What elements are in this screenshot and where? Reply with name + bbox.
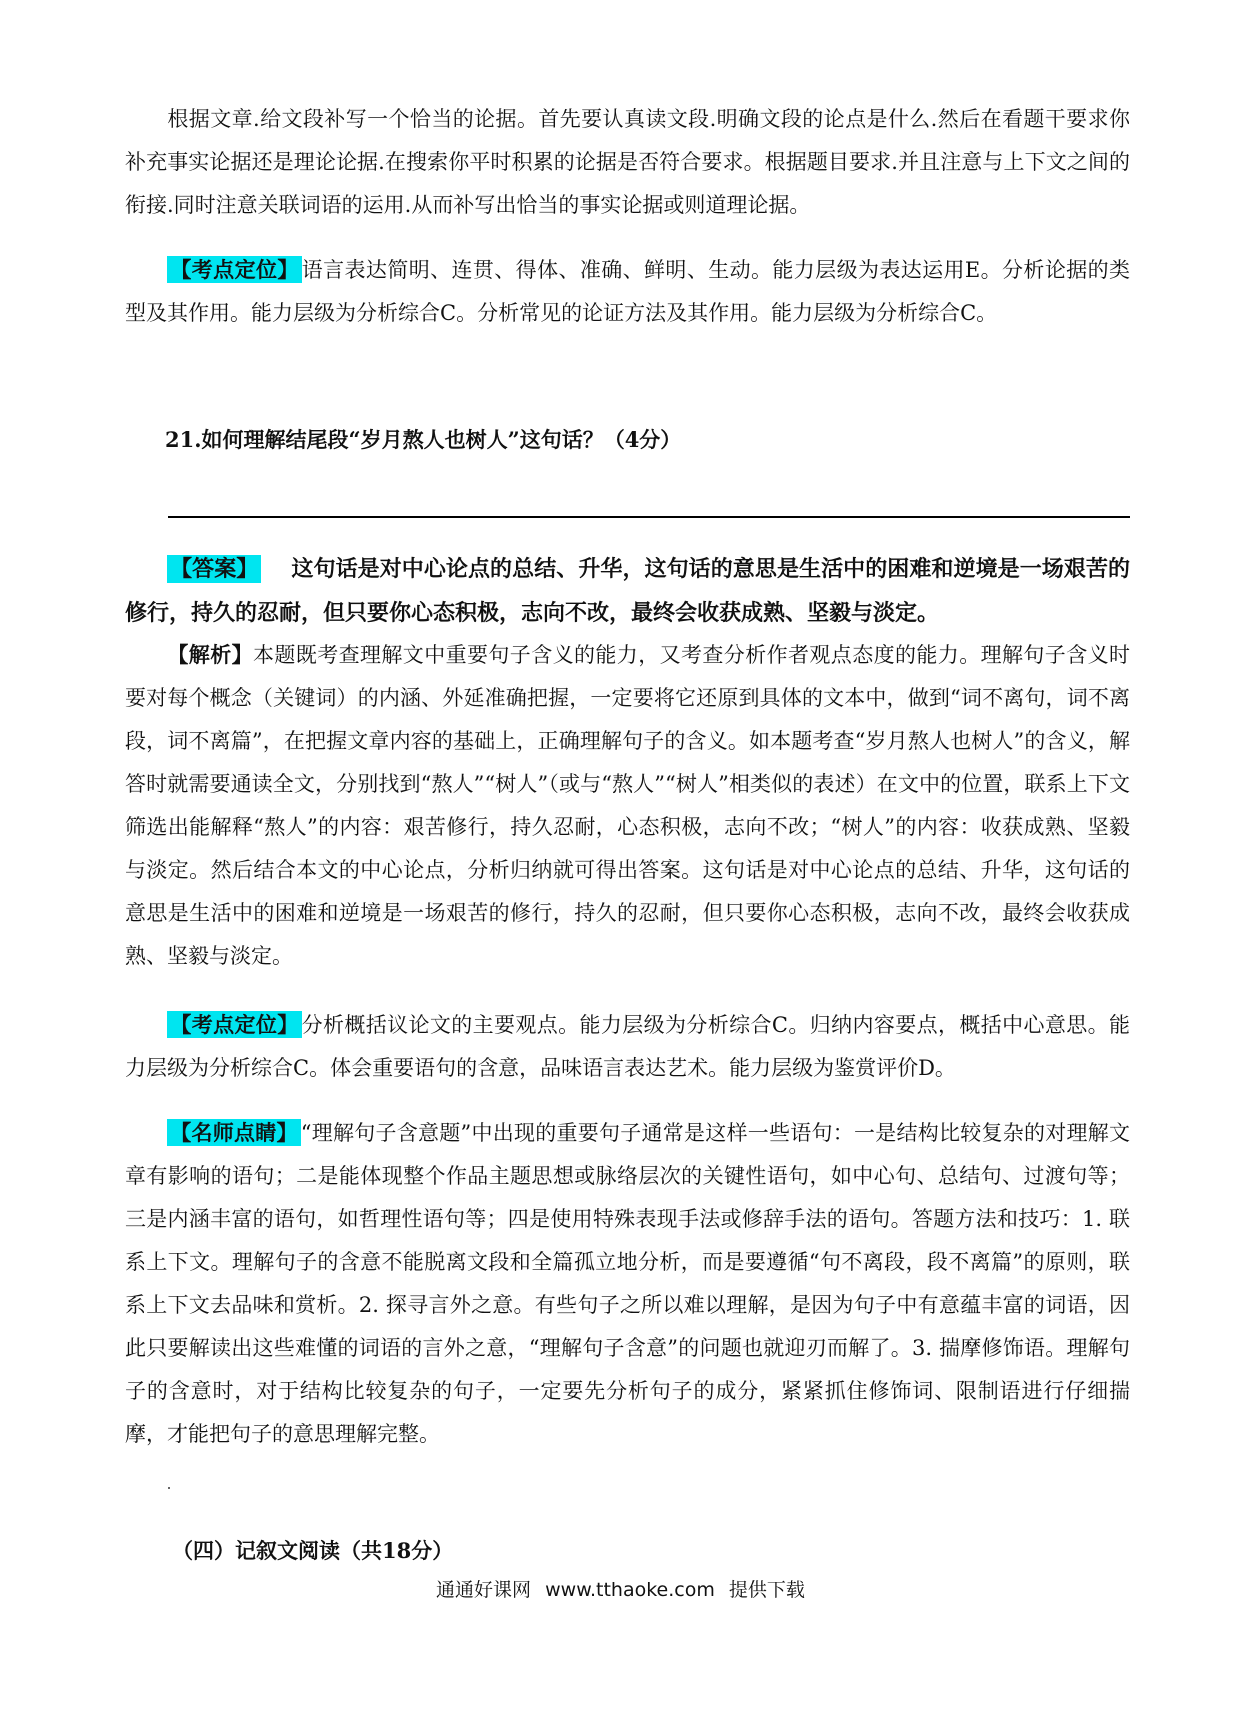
paragraph-kaodian-2 — [125, 1003, 1130, 1090]
analysis-text: 本题既考查理解文中重要句子含义的能力，又考查分析作者观点态度的能力。理解句子含义时要对每个概念（关键词）的内涵、外延准确把握，一定要将它还原到具体的文本中，做到“词不离句，词不离段，词不离篇”，在把握文章内容的基础上，正确理解句子的含义。如本题考查“岁月熬人也树人”的含义，解答时就需要通读全文，分别找到“熬人”“树人”（或与“熬人”“树人”相类似的表述）在文中的位置，联系上下文筛选出能解释“熬人”的内容：艰苦修行，持久忍耐，心态积极，志向不改；“树人”的内容：收获成熟、坚毅与淡定。然后结合本文的中心论点，分析归纳就可得出答案。这句话是对中心论点的总结、升华，这句话的意思是生活中的困难和逆境是一场艰苦的修行，持久的忍耐，但只要你心态积极，志向不改，最终会收获成熟、坚毅与淡定。 — [125, 643, 1130, 968]
paragraph-analysis — [125, 633, 1130, 978]
paragraph-mingshi — [125, 1111, 1130, 1456]
footer-url[interactable]: www.tthaoke.com — [545, 1579, 715, 1601]
paragraph-answer — [125, 547, 1130, 635]
kaodian-tag: 【考点定位】 — [167, 256, 302, 283]
mingshi-tag: 【名师点睛】 — [167, 1119, 301, 1146]
section-heading: （四）记叙文阅读（共18分） — [172, 1538, 454, 1563]
paragraph-text: 根据文章.给文段补写一个恰当的论据。首先要认真读文段.明确文段的论点是什么.然后在看题干要求你补充事实论据还是理论论据.在搜索你平时积累的论据是否符合要求。根据题目要求.并且注意与上下文之间的衔接.同时注意关联词语的运用.从而补写出恰当的事实论据或则道理论据。 — [125, 107, 1130, 217]
kaodian-text: 分析概括议论文的主要观点。能力层级为分析综合C。归纳内容要点，概括中心意思。能力层级为分析综合C。体会重要语句的含意，品味语言表达艺术。能力层级为鉴赏评价D。 — [125, 1013, 1130, 1080]
answer-tag: 【答案】 — [167, 555, 261, 583]
paragraph-argument-tips — [125, 98, 1130, 227]
answer-line — [168, 516, 1130, 518]
footer-site-name: 通通好课网 — [436, 1579, 532, 1601]
kaodian-tag: 【考点定位】 — [167, 1011, 302, 1038]
mingshi-text: “理解句子含意题”中出现的重要句子通常是这样一些语句：一是结构比较复杂的对理解文章有影响的语句；二是能体现整个作品主题思想或脉络层次的关键性语句，如中心句、总结句、过渡句等；三是内涵丰富的语句，如哲理性语句等；四是使用特殊表现手法或修辞手法的语句。答题方法和技巧：1. 联系上下文。理解句子的含意不能脱离文段和全篇孤立地分析，而是要遵循“句不离段，段不离篇”的原则，联系上下文去品味和赏析。2. 探寻言外之意。有些句子之所以难以理解，是因为句子中有意蕴丰富的词语，因此只要解读出这些难懂的词语的言外之意，“理解句子含意”的问题也就迎刃而解了。3. 揣摩修饰语。理解句子的含意时，对于结构比较复杂的句子，一定要先分析句子的成分，紧紧抓住修饰词、限制语进行仔细揣摩，才能把句子的意思理解完整。 — [125, 1121, 1131, 1446]
analysis-tag: 【解析】 — [167, 642, 253, 667]
kaodian-text: 语言表达简明、连贯、得体、准确、鲜明、生动。能力层级为表达运用E。分析论据的类型及其作用。能力层级为分析综合C。分析常见的论证方法及其作用。能力层级为分析综合C。 — [125, 258, 1130, 325]
answer-text: 这句话是对中心论点的总结、升华，这句话的意思是生活中的困难和逆境是一场艰苦的修行，持久的忍耐，但只要你心态积极，志向不改，最终会收获成熟、坚毅与淡定。 — [125, 556, 1130, 626]
paragraph-kaodian-1 — [125, 248, 1130, 335]
question-21: 21.如何理解结尾段“岁月熬人也树人”这句话？（4分） — [165, 427, 682, 452]
stray-dot — [168, 1487, 170, 1489]
footer-suffix: 提供下载 — [728, 1579, 805, 1601]
page-footer — [0, 1575, 1241, 1602]
